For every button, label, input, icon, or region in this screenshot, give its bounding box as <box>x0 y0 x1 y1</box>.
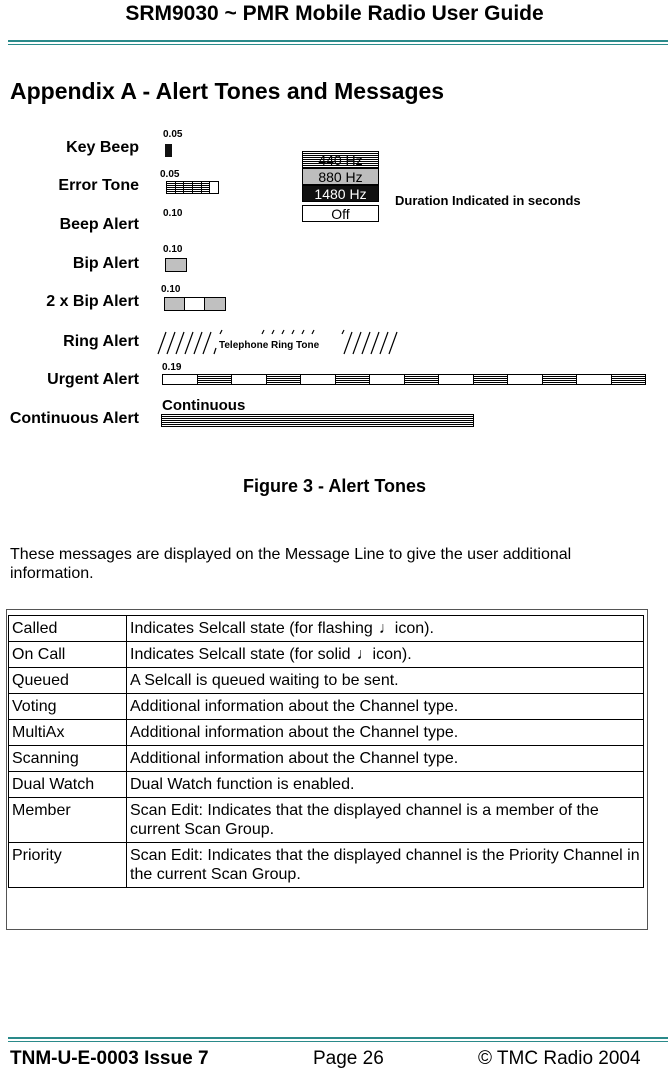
message-desc-suffix: icon). <box>372 646 412 663</box>
legend-off: Off <box>302 205 379 222</box>
message-desc: Scan Edit: Indicates that the displayed channel is a member of the current Scan Group. <box>127 798 644 843</box>
duration-2x-bip-alert: 0.10 <box>161 284 181 295</box>
bip-alert-bar <box>165 258 187 272</box>
message-name: Dual Watch <box>9 772 127 798</box>
legend-1480hz: 1480 Hz <box>302 185 379 202</box>
message-desc: Additional information about the Channel type. <box>127 694 644 720</box>
urgent-alert-segment <box>369 374 405 385</box>
duration-beep-alert: 0.10 <box>163 208 183 219</box>
message-desc: Additional information about the Channel type. <box>127 746 644 772</box>
tone-label-bip-alert: Bip Alert <box>72 255 139 272</box>
message-desc-text: Indicates Selcall state (for flashing <box>130 620 373 637</box>
error-tone-segment <box>193 182 202 193</box>
error-tone-segment <box>184 182 193 193</box>
message-desc: Additional information about the Channel type. <box>127 720 644 746</box>
error-tone-segment <box>176 182 185 193</box>
duration-error-tone: 0.05 <box>160 169 180 180</box>
tone-label-2x-bip-alert: 2 x Bip Alert <box>46 293 139 310</box>
header-rule <box>8 40 668 45</box>
tone-label-urgent-alert: Urgent Alert <box>47 371 139 388</box>
message-desc-text: Indicates Selcall state (for solid <box>130 646 351 663</box>
message-desc-suffix: icon). <box>394 620 434 637</box>
continuous-label: Continuous <box>162 397 246 414</box>
error-tone-segment <box>210 182 218 193</box>
tone-label-continuous-alert: Continuous Alert <box>9 410 139 427</box>
message-name: Scanning <box>9 746 127 772</box>
table-row <box>9 720 644 746</box>
table-frame <box>6 609 648 611</box>
urgent-alert-segment <box>404 374 440 385</box>
messages-table <box>8 615 644 888</box>
message-name: Queued <box>9 668 127 694</box>
message-desc <box>127 616 644 642</box>
music-note-icon: ♩ <box>378 620 395 637</box>
message-desc: Dual Watch function is enabled. <box>127 772 644 798</box>
urgent-alert-segment <box>162 374 198 385</box>
message-name: On Call <box>9 642 127 668</box>
header-title: SRM9030 ~ PMR Mobile Radio User Guide <box>125 2 544 25</box>
urgent-alert-segment <box>473 374 509 385</box>
duration-key-beep: 0.05 <box>163 129 183 140</box>
urgent-alert-segment <box>438 374 474 385</box>
urgent-alert-segment <box>335 374 371 385</box>
duration-bip-alert: 0.10 <box>163 244 183 255</box>
table-row <box>9 668 644 694</box>
message-desc: Scan Edit: Indicates that the displayed channel is the Priority Channel in the current Scan Group. <box>127 843 644 888</box>
urgent-alert-segment <box>231 374 267 385</box>
table-row <box>9 843 644 888</box>
intro-paragraph: These messages are displayed on the Message Line to give the user additional information. <box>10 546 572 582</box>
urgent-alert-segment <box>576 374 612 385</box>
urgent-alert-segment <box>611 374 647 385</box>
figure-caption: Figure 3 - Alert Tones <box>242 476 427 496</box>
tone-label-error-tone: Error Tone <box>58 177 139 194</box>
message-name: Voting <box>9 694 127 720</box>
table-row <box>9 772 644 798</box>
duration-note: Duration Indicated in seconds <box>395 193 581 208</box>
double-bip-bar <box>164 297 226 311</box>
table-row <box>9 694 644 720</box>
music-note-icon: ♩ <box>356 646 373 663</box>
footer-copyright: © TMC Radio 2004 <box>478 1048 641 1069</box>
double-bip-segment <box>164 297 185 311</box>
error-tone-segment <box>202 182 211 193</box>
double-bip-gap <box>185 297 205 311</box>
urgent-alert-segment <box>542 374 578 385</box>
message-name: Called <box>9 616 127 642</box>
ring-alert-graphic <box>156 328 406 358</box>
message-name: MultiAx <box>9 720 127 746</box>
appendix-title: Appendix A - Alert Tones and Messages <box>10 78 445 104</box>
urgent-alert-segment <box>197 374 233 385</box>
table-frame <box>6 929 648 931</box>
error-tone-segment <box>167 182 176 193</box>
tone-label-ring-alert: Ring Alert <box>63 333 139 350</box>
footer-rule <box>8 1037 668 1042</box>
message-desc: A Selcall is queued waiting to be sent. <box>127 668 644 694</box>
footer-page-number: Page 26 <box>313 1048 384 1069</box>
continuous-alert-bar <box>161 414 474 427</box>
message-name: Priority <box>9 843 127 888</box>
ring-alert-text: Telephone Ring Tone <box>219 340 320 351</box>
table-row <box>9 616 644 642</box>
urgent-alert-segment <box>266 374 302 385</box>
tone-label-beep-alert: Beep Alert <box>59 216 139 233</box>
urgent-alert-segment <box>507 374 543 385</box>
legend-440hz: 440 Hz <box>302 151 379 168</box>
tone-label-key-beep: Key Beep <box>66 139 139 156</box>
urgent-alert-segment <box>300 374 336 385</box>
footer-doc-id: TNM-U-E-0003 Issue 7 <box>10 1048 209 1069</box>
table-row <box>9 642 644 668</box>
legend-880hz: 880 Hz <box>302 168 379 185</box>
duration-urgent-alert: 0.19 <box>162 362 182 373</box>
table-row <box>9 746 644 772</box>
error-tone-bar <box>166 181 219 194</box>
message-name: Member <box>9 798 127 843</box>
table-frame <box>647 609 649 930</box>
table-row <box>9 798 644 843</box>
key-beep-bar <box>165 144 172 157</box>
double-bip-segment <box>205 297 226 311</box>
message-desc <box>127 642 644 668</box>
